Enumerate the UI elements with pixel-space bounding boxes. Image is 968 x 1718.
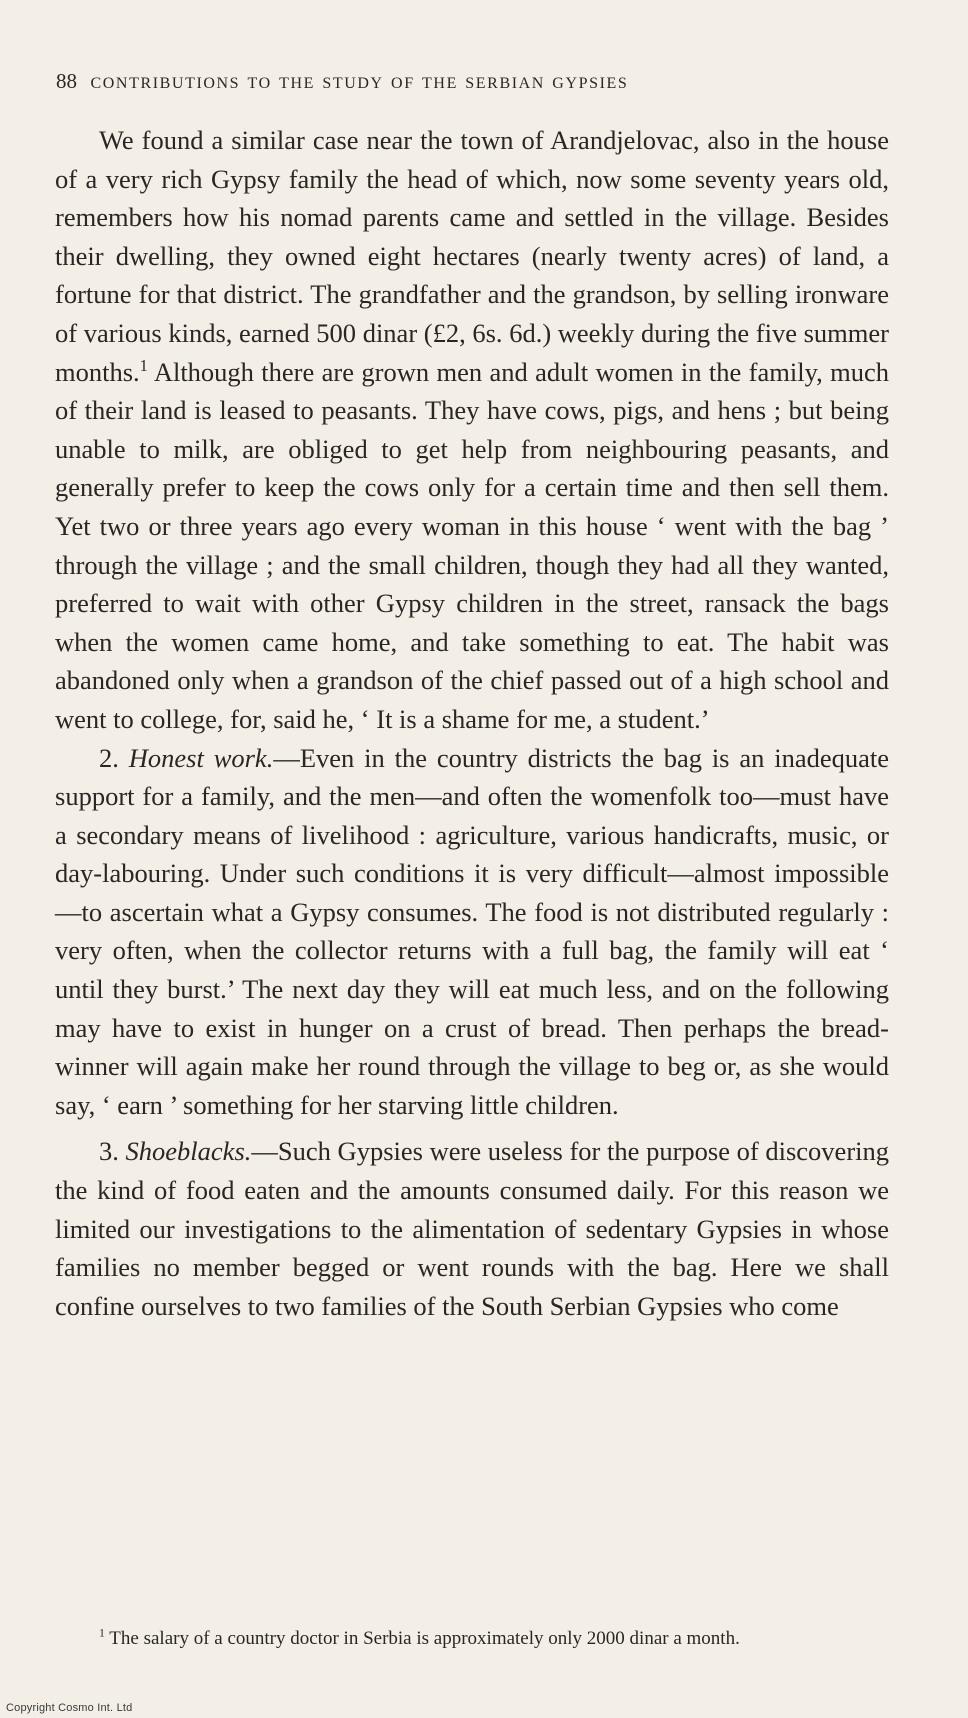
copyright-notice: Copyright Cosmo Int. Ltd [6, 1702, 133, 1714]
page-number: 88 [56, 69, 77, 93]
section-heading-honest-work: Honest work. [128, 742, 274, 773]
paragraph-1 [55, 121, 889, 739]
paragraph-2-text: —Even in the country districts the bag is an inadequate support for a family, and the men—and often the womenfolk too—must have a secondary means of livelihood : agriculture, various handicrafts, music, or day-labouring. Under such conditions it is very difficult—almost impossible—to ascertain what a Gypsy consumes. The food is not distributed regularly : very often, when the collector returns with a full bag, the family will eat ‘ until they burst.’ The next day they will eat much less, and on the following may have to exist in hunger on a crust of bread. Then perhaps the bread-winner will again make her round through the village to beg or, as she would say, ‘ earn ’ something for her starving little children. [55, 742, 890, 1120]
footnote-paragraph [55, 1624, 891, 1653]
section-number-3: 3. [99, 1136, 119, 1167]
footnote-marker: 1 [99, 1626, 105, 1640]
paragraph-3 [55, 1132, 889, 1325]
section-number-2: 2. [99, 742, 119, 773]
paragraph-3-text: —Such Gypsies were useless for the purpose of discovering the kind of food eaten and the amounts consumed daily. For this reason we limited our investigations to the alimentation of sedentary Gypsies in whose families no member begged or went rounds with the bag. Here we shall confine ourselves to two families of the South Serbian Gypsies who come [55, 1136, 890, 1321]
paragraph-1-text: We found a similar case near the town of Arandjelovac, also in the house of a very rich Gypsy family the head of which, now some seventy years old, remembers how his nomad parents came and settled in the village. Besides their dwelling, they owned eight hectares (nearly twenty acres) of land, a fortune for that district. The grandfather and the grandson, by selling ironware of various kinds, earned 500 dinar (£2, 6s. 6d.) weekly during the five summer months. [55, 125, 889, 387]
footnote-text: The salary of a country doctor in Serbia is approximately only 2000 dinar a month. [104, 1628, 740, 1649]
section-heading-shoeblacks: Shoeblacks. [125, 1136, 252, 1167]
paragraph-2 [55, 739, 889, 1125]
page-header [56, 68, 936, 96]
running-title: contributions to the study of the serbian gypsies [90, 68, 629, 93]
paragraph-1-text-continued: Although there are grown men and adult women in the family, much of their land is leased to peasants. They have cows, pigs, and hens ; but being unable to milk, are obliged to get help from neighbouring peasants, and generally prefer to keep the cows only for a certain time and then sell them. Yet two or three years ago every woman in this house ‘ went with the bag ’ through the village ; and the small children, though they had all they wanted, preferred to wait with other Gypsy children in the street, ransack the bags when the women came home, and take something to eat. The habit was abandoned only when a grandson of the chief passed out of a high school and went to college, for, said he, ‘ It is a shame for me, a student.’ [55, 356, 889, 734]
body-text [55, 121, 889, 1325]
footnote [55, 1624, 891, 1653]
footnote-reference: 1 [139, 355, 148, 375]
